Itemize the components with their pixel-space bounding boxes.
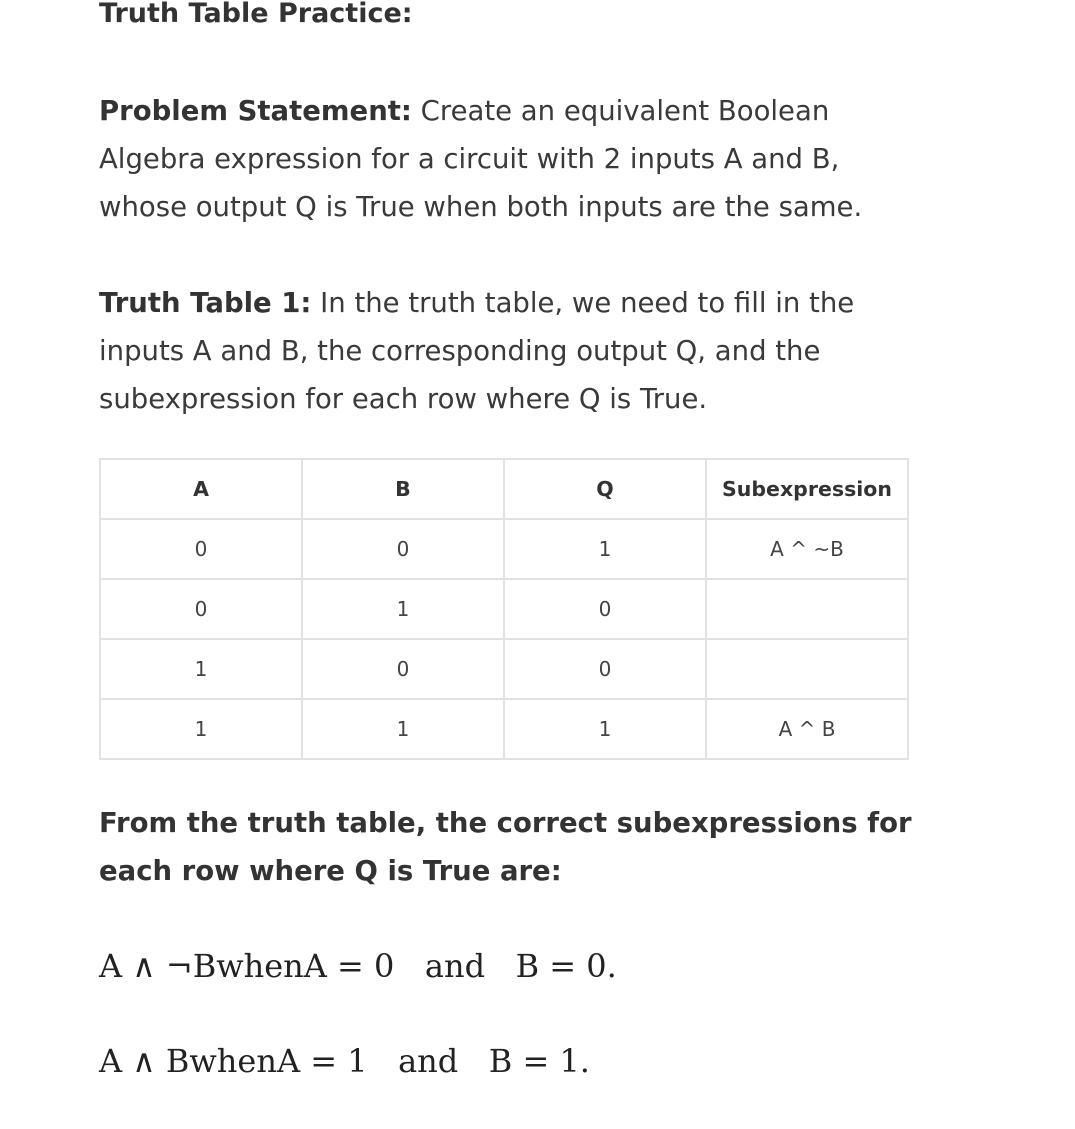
cell-q: 1 [504,699,706,759]
cell-subexpression: A ^ B [706,699,908,759]
cell-a: 0 [100,519,302,579]
cell-subexpression: A ^ ~B [706,519,908,579]
cell-b: 1 [302,579,504,639]
cell-b: 1 [302,699,504,759]
cell-a: 0 [100,579,302,639]
table-row [100,639,908,699]
problem-statement [99,87,909,231]
cell-q: 0 [504,639,706,699]
cell-a: 1 [100,699,302,759]
math-expression-1: A ∧ ¬BwhenA = 0 and B = 0. [99,947,617,985]
cell-q: 1 [504,519,706,579]
header-q: Q [504,459,706,519]
header-a: A [100,459,302,519]
table-row [100,519,908,579]
truth-table-intro-text: In the truth table, we need to fill in the inputs A and B, the corresponding output Q, and the subexpression for each row where Q is True. [99,287,855,415]
truth-table-intro-label: Truth Table 1: [99,287,312,319]
table-row [100,579,908,639]
page-title: Truth Table Practice: [99,0,413,29]
table-header-row [100,459,908,519]
cell-subexpression [706,579,908,639]
problem-statement-text: Create an equivalent Boolean Algebra expression for a circuit with 2 inputs A and B, whose output Q is True when both inputs are the same. [99,95,863,223]
math-expression-2: A ∧ BwhenA = 1 and B = 1. [99,1042,590,1080]
cell-a: 1 [100,639,302,699]
problem-statement-label: Problem Statement: [99,95,412,127]
truth-table [99,458,909,760]
cell-subexpression [706,639,908,699]
cell-q: 0 [504,579,706,639]
header-b: B [302,459,504,519]
cell-b: 0 [302,639,504,699]
header-subexpression: Subexpression [706,459,908,519]
truth-table-intro [99,279,889,423]
table-row [100,699,908,759]
cell-b: 0 [302,519,504,579]
conclusion-text: From the truth table, the correct subexpressions for each row where Q is True are: [99,807,912,887]
